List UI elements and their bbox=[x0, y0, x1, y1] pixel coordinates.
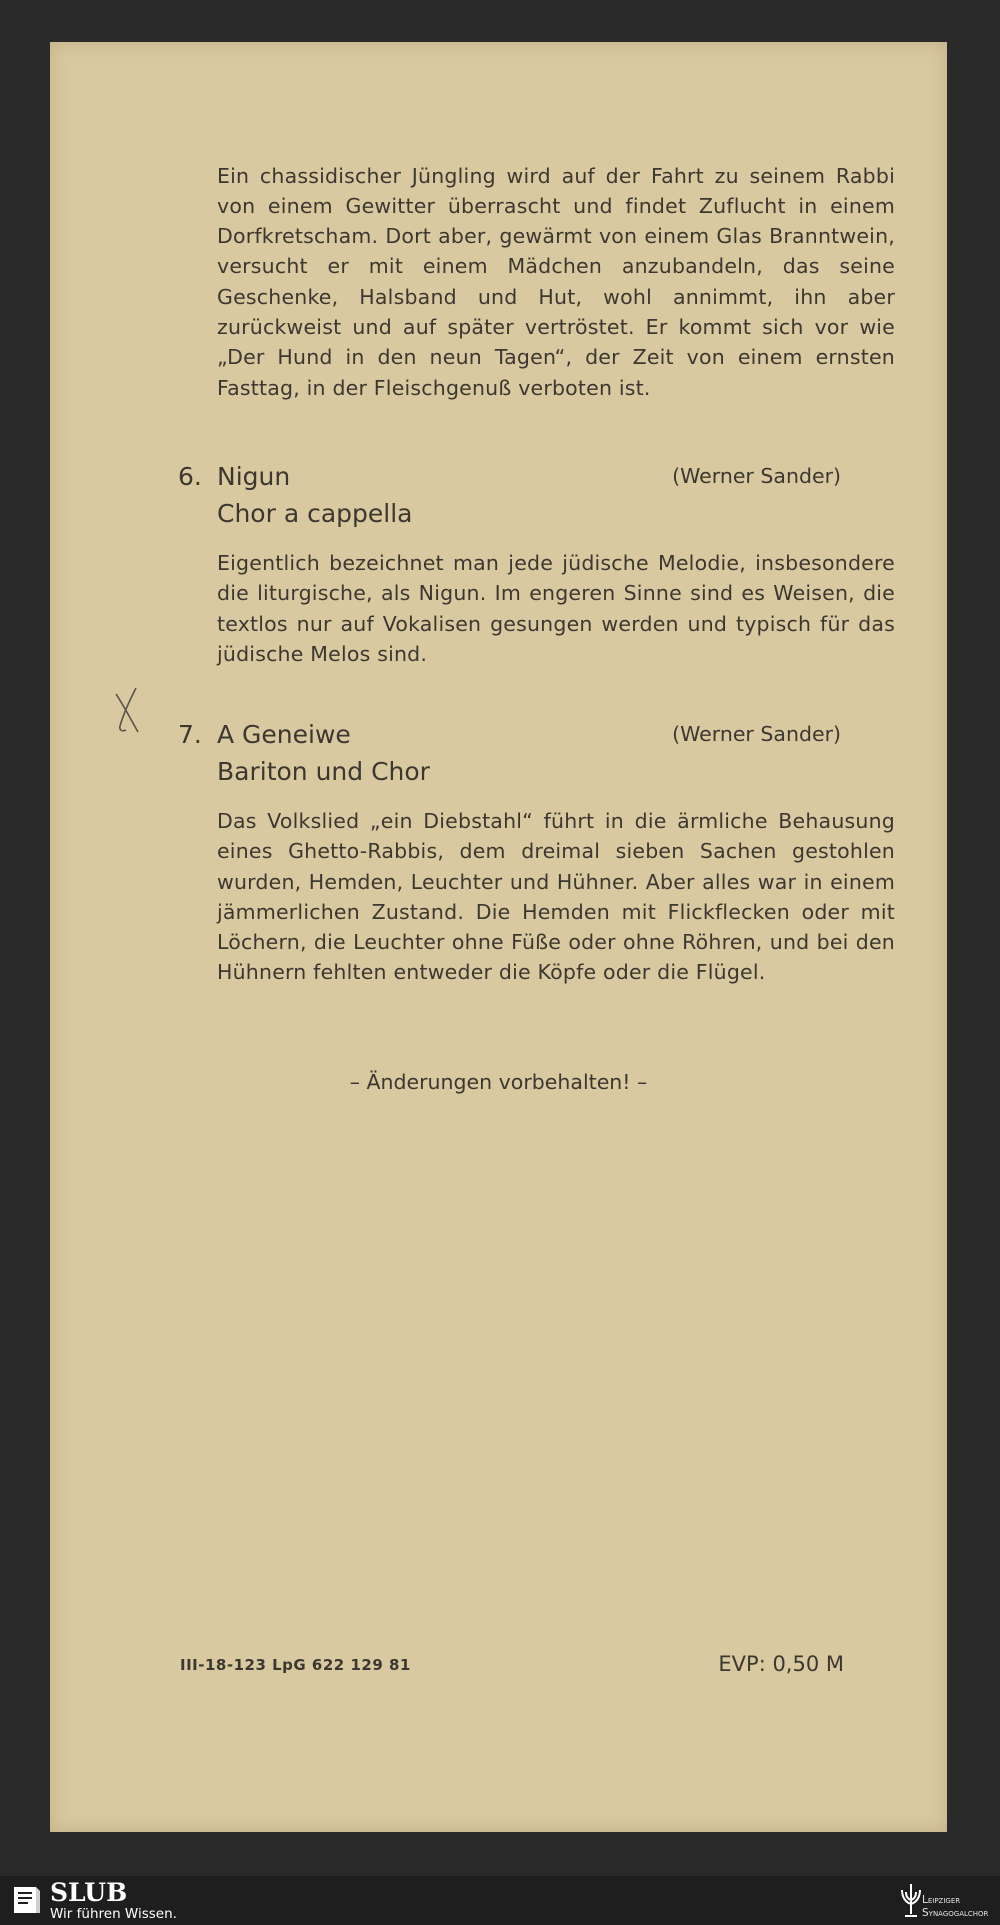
document-page bbox=[50, 42, 947, 1832]
item-title: A Geneiwe bbox=[217, 720, 351, 749]
pencil-x-mark bbox=[110, 686, 150, 736]
item-subtitle: Bariton und Chor bbox=[217, 757, 430, 786]
item-title: Nigun bbox=[217, 462, 291, 491]
item-description: Das Volkslied „ein Diebstahl“ führt in die ärmliche Behausung eines Ghetto-Rabbis, dem dreimal sieben Sachen gestohlen wurden, Hemden, Leuchter und Hühner. Aber alles war in einem jämmerlichen Zustand. Die Hemden mit Flickflecken oder mit Löchern, die Leuchter ohne Füße oder ohne Röhren, und bei den Hühnern fehlten entweder die Köpfe oder die Flügel. bbox=[217, 809, 895, 985]
intro-paragraph: Ein chassidischer Jüngling wird auf der Fahrt zu seinem Rabbi von einem Gewitter überrascht und findet Zuflucht in einem Dorfkretscham. Dort aber, gewärmt von einem Glas Branntwein, versucht er mit einem Mädchen anzubandeln, das seine Geschenke, Halsband und Hut, wohl annimmt, ihn aber zurückweist und auf später vertröstet. Er kommt sich vor wie „Der Hund in den neun Tagen“, der Zeit von einem ernsten Fasttag, in der Fleischgenuß verboten ist. bbox=[217, 163, 895, 400]
footer-bar bbox=[0, 1876, 1000, 1925]
slub-tagline: Wir führen Wissen. bbox=[50, 1906, 177, 1922]
slub-name: SLUB bbox=[50, 1878, 128, 1907]
print-code: III-18-123 LpG 622 129 81 bbox=[180, 1656, 411, 1674]
price-label: EVP: 0,50 M bbox=[718, 1652, 844, 1676]
changes-reserved-note: – Änderungen vorbehalten! – bbox=[349, 1070, 648, 1094]
slub-logo-icon bbox=[12, 1883, 42, 1917]
item-number: 7. bbox=[178, 720, 202, 749]
item-composer: (Werner Sander) bbox=[672, 722, 841, 746]
partner-name: Leipziger Synagogalchor bbox=[922, 1894, 989, 1919]
item-description: Eigentlich bezeichnet man jede jüdische Melodie, insbesondere die liturgische, als Nigun. Im engeren Sinne sind es Weisen, die textlos nur auf Vokalisen gesungen werden und typisch für das jüdische Melos sind. bbox=[217, 551, 895, 666]
item-subtitle: Chor a cappella bbox=[217, 499, 413, 528]
item-number: 6. bbox=[178, 462, 202, 491]
item-composer: (Werner Sander) bbox=[672, 464, 841, 488]
